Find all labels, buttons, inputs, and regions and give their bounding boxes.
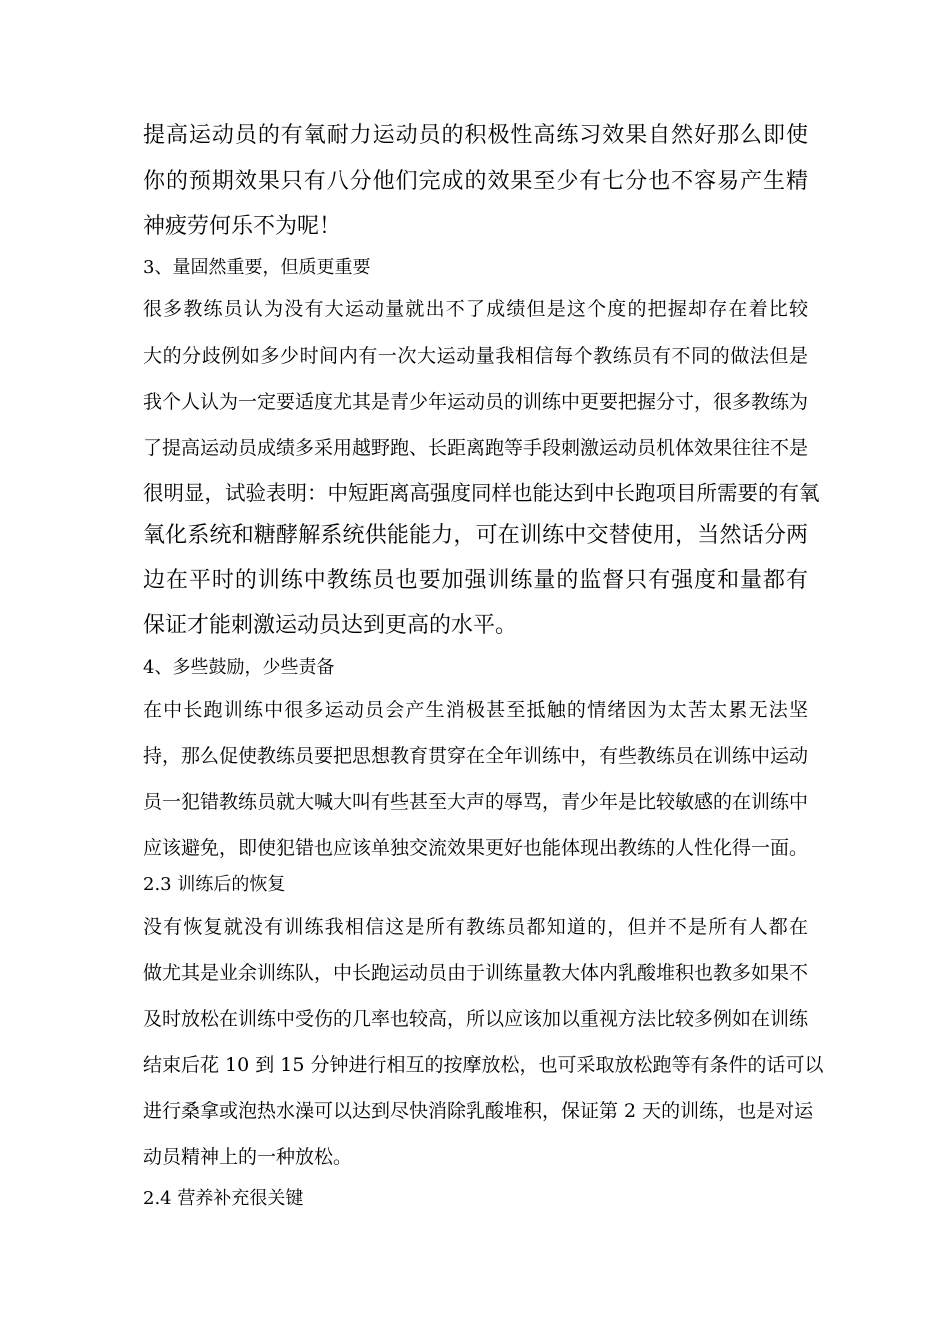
paragraph-line: 在中长跑训练中很多运动员会产生消极甚至抵触的情绪因为太苦太累无法坚 <box>143 699 808 721</box>
paragraph-line: 我个人认为一定要适度尤其是青少年运动员的训练中更要把握分寸，很多教练为 <box>143 391 809 413</box>
paragraph-line: 神疲劳何乐不为呢！ <box>143 214 342 239</box>
paragraph-line: 及时放松在训练中受伤的几率也较高，所以应该加以重视方法比较多例如在训练 <box>143 1008 809 1030</box>
paragraph-line: 应该避免，即使犯错也应该单独交流效果更好也能体现出教练的人性化得一面。 <box>143 837 809 859</box>
paragraph-line: 员一犯错教练员就大喊大叫有些甚至大声的辱骂，青少年是比较敏感的在训练中 <box>143 791 809 813</box>
paragraph-line: 了提高运动员成绩多采用越野跑、长距离跑等手段刺激运动员机体效果往往不是 <box>143 437 809 459</box>
paragraph-line: 很多教练员认为没有大运动量就出不了成绩但是这个度的把握却存在着比较 <box>143 298 808 320</box>
paragraph-line: 进行桑拿或泡热水澡可以达到尽快消除乳酸堆积，保证第 2 天的训练，也是对运 <box>143 1100 814 1122</box>
paragraph-line: 边在平时的训练中教练员也要加强训练量的监督只有强度和量都有 <box>143 568 808 593</box>
paragraph-line: 动员精神上的一种放松。 <box>143 1146 353 1168</box>
section-heading: 2.3 训练后的恢复 <box>143 874 286 895</box>
section-heading: 3、量固然重要，但质更重要 <box>143 257 371 278</box>
section-heading: 2.4 营养补充很关键 <box>143 1188 304 1209</box>
paragraph-line: 持，那么促使教练员要把思想教育贯穿在全年训练中，有些教练员在训练中运动 <box>143 745 809 767</box>
paragraph-line: 很明显，试验表明：中短距离高强度同样也能达到中长跑项目所需要的有氧 <box>143 481 820 505</box>
paragraph-line: 结束后花 10 到 15 分钟进行相互的按摩放松，也可采取放松跑等有条件的话可以 <box>143 1054 824 1076</box>
paragraph-line: 没有恢复就没有训练我相信这是所有教练员都知道的，但并不是所有人都在 <box>143 916 808 938</box>
paragraph-line: 做尤其是业余训练队，中长跑运动员由于训练量教大体内乳酸堆积也教多如果不 <box>143 962 809 984</box>
section-heading: 4、多些鼓励，少些责备 <box>143 657 335 678</box>
paragraph-line: 保证才能刺激运动员达到更高的水平。 <box>143 613 518 638</box>
paragraph-line: 氧化系统和糖酵解系统供能能力，可在训练中交替使用，当然话分两 <box>143 523 808 548</box>
paragraph-line: 你的预期效果只有八分他们完成的效果至少有七分也不容易产生精 <box>143 169 808 194</box>
paragraph-line: 提高运动员的有氧耐力运动员的积极性高练习效果自然好那么即使 <box>143 123 808 148</box>
paragraph-line: 大的分歧例如多少时间内有一次大运动量我相信每个教练员有不同的做法但是 <box>143 345 808 367</box>
